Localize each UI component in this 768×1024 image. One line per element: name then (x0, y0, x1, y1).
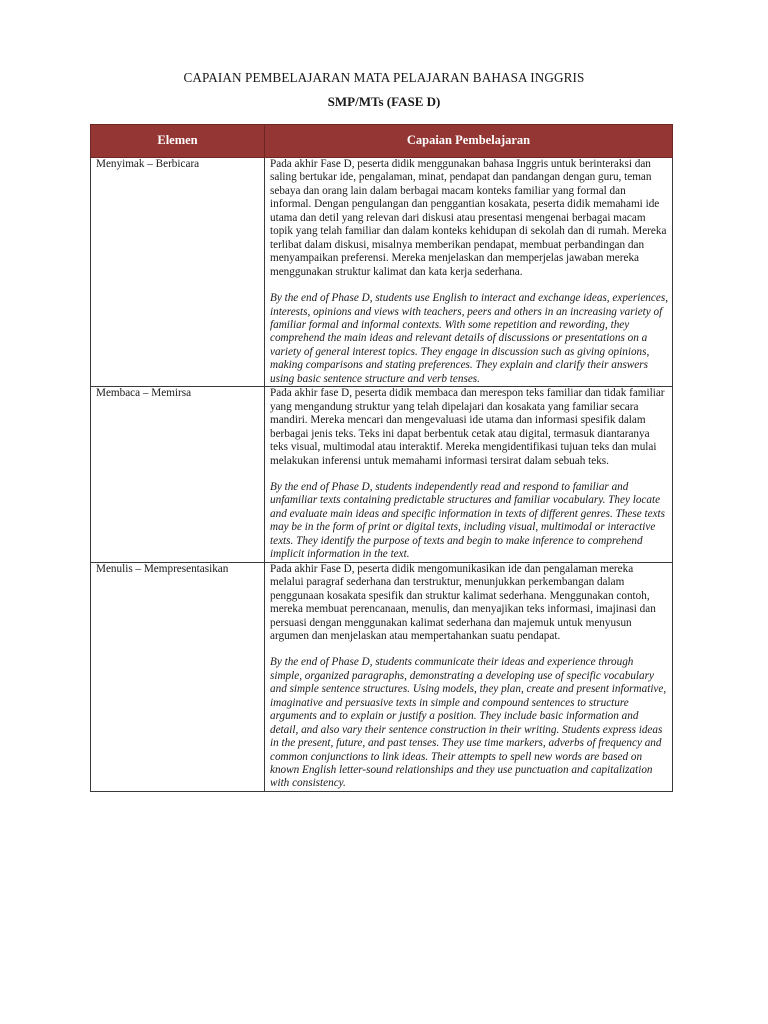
capaian-text-english: By the end of Phase D, students communicate their ideas and experience through simple, organized paragraphs, demonstrating a developing use of specific vocabulary and simple sentence structures. Using models, they plan, create and present informative, imaginative and persuasive texts in simple and compound sentences to structure arguments and to explain or justify a position. They include basic information and detail, and also vary their sentence construction in their writing. Students express ideas in the present, future, and past tenses. They use time markers, adverbs of frequency and common conjunctions to link ideas. Their attempts to spell new words are based on known English letter-sound relationships and they use punctuation and capitalization with consistency. (270, 656, 667, 790)
capaian-cell (265, 387, 673, 562)
elemen-cell: Menyimak – Berbicara (91, 158, 265, 387)
table-row-membaca-memirsa (91, 387, 673, 562)
document-subtitle: SMP/MTs (FASE D) (327, 94, 441, 109)
elemen-cell: Membaca – Memirsa (91, 387, 265, 562)
capaian-cell (265, 562, 673, 791)
capaian-text-english: By the end of Phase D, students use English to interact and exchange ideas, experiences, interests, opinions and views with teachers, peers and others in an increasing variety of familiar formal and informal contexts. With some repetition and rewording, they comprehend the main ideas and relevant details of discussions or presentations on a variety of general interest topics. They engage in discussion such as giving opinions, making comparisons and stating preferences. They explain and clarify their answers using basic sentence structure and verb tenses. (270, 292, 668, 385)
table-row-menulis-mempresentasikan (91, 562, 673, 791)
capaian-text-indonesian: Pada akhir Fase D, peserta didik mengomunikasikan ide dan pengalaman mereka melalui paragraf sederhana dan terstruktur, menunjukkan perkembangan dalam penggunaan kosakata spesifik dan struktur kalimat sederhana. Menggunakan contoh, mereka membuat perencanaan, menulis, dan menyajikan teks informasi, imajinasi dan persuasi dengan menggunakan kalimat sederhana dan majemuk untuk menyusun argumen dan menjelaskan atau mempertahankan suatu pendapat. (270, 562, 656, 642)
document-title: CAPAIAN PEMBELAJARAN MATA PELAJARAN BAHASA INGGRIS (183, 70, 585, 85)
capaian-text-english: By the end of Phase D, students independently read and respond to familiar and unfamiliar texts containing predictable structures and familiar vocabulary. They locate and evaluate main ideas and specific information in texts of different genres. These texts may be in the form of print or digital texts, including visual, multimodal or interactive texts. They identify the purpose of texts and begin to make inference to comprehend implicit information in the text. (270, 480, 666, 561)
table-row-menyimak-berbicara (91, 158, 673, 387)
header-capaian-pembelajaran: Capaian Pembelajaran (265, 125, 673, 158)
header-elemen: Elemen (91, 125, 265, 158)
capaian-cell (265, 158, 673, 387)
capaian-text-indonesian: Pada akhir fase D, peserta didik membaca dan merespon teks familiar dan tidak familiar yang mengandung struktur yang telah dipelajari dan kosakata yang familiar secara mandiri. Mereka mencari dan mengevaluasi ide utama dan informasi spesifik dalam berbagai jenis teks. Teks ini dapat berbentuk cetak atau digital, termasuk diantaranya teks visual, multimodal atau interaktif. Mereka mengidentifikasi tujuan teks dan mulai melakukan inferensi untuk memahami informasi tersirat dalam sebuah teks. (270, 387, 665, 467)
capaian-pembelajaran-table (90, 124, 673, 792)
elemen-cell: Menulis – Mempresentasikan (91, 562, 265, 791)
table-header-row (91, 125, 673, 158)
capaian-text-indonesian: Pada akhir Fase D, peserta didik menggunakan bahasa Inggris untuk berinteraksi dan saling bertukar ide, pengalaman, minat, pendapat dan pandangan dengan guru, teman sebaya dan orang lain dalam berbagai macam konteks familiar yang formal dan informal. Dengan pengulangan dan penggantian kosakata, peserta didik memahami ide utama dan detil yang relevan dari diskusi atau presentasi mengenai berbagai macam topik yang telah familiar dan dalam konteks kehidupan di sekolah dan di rumah. Mereka terlibat dalam diskusi, misalnya memberikan pendapat, membuat perbandingan dan menyampaikan preferensi. Mereka menjelaskan dan memperjelas jawaban mereka menggunakan struktur kalimat dan kata kerja sederhana. (270, 158, 667, 278)
